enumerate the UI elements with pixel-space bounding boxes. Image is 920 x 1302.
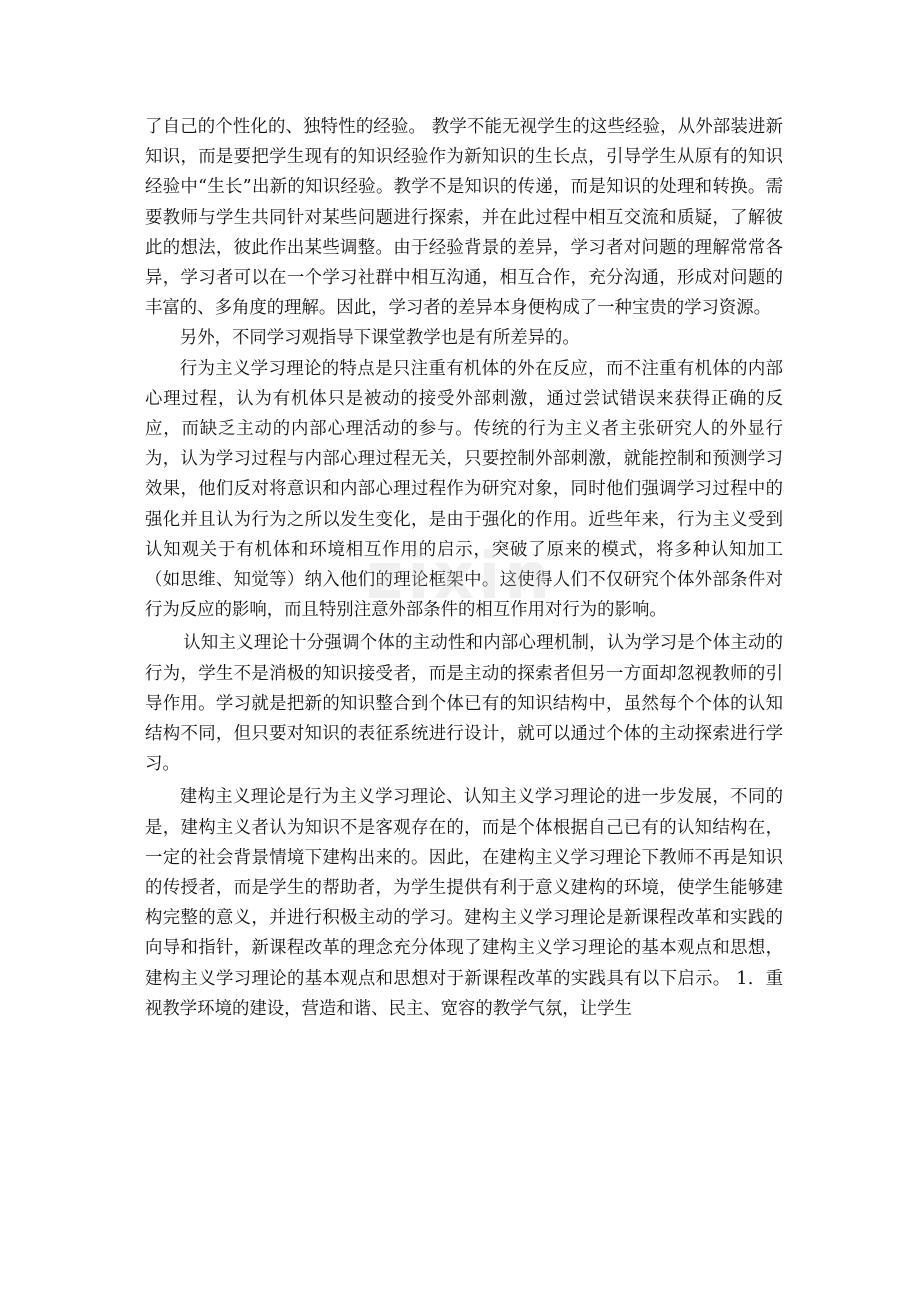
paragraph-learning-views: 另外，不同学习观指导下课堂教学也是有所差异的。 — [179, 328, 580, 349]
paragraph-behaviorism: 行为主义学习理论的特点是只注重有机体的外在反应，而不注重有机体的内部心理过程，认为有机体只是被动的接受外部刺激，通过尝试错误来获得正确的反应，而缺乏主动的内部心理活动的参与。传统的行为主义者主张研究人的外显行为，认为学习过程与内部心理过程无关，只要控制外部刺激，就能控制和预测学习效果，他们反对将意识和内部心理过程作为研究对象，同时他们强调学习过程中的强化并且认为行为之所以发生变化，是由于强化的作用。近些年来，行为主义受到认知观关于有机体和环境相互作用的启示，突破了原来的模式，将多种认知加工（如思维、知觉等）纳入他们的理论框架中。这使得人们不仅研究个体外部条件对行为反应的影响，而且特别注意外部条件的相互作用对行为的影响。 — [145, 358, 783, 621]
document-body — [145, 112, 783, 1024]
paragraph-experience: 了自己的个性化的、独特性的经验。 教学不能无视学生的这些经验，从外部装进新知识，而是要把学生现有的知识经验作为新知识的生长点，引导学生从原有的知识经验中“生长”出新的知识经验。教学不是知识的传递，而是知识的处理和转换。需要教师与学生共同针对某些问题进行探索，并在此过程中相互交流和质疑，了解彼此的想法，彼此作出某些调整。由于经验背景的差异，学习者对问题的理解常常各异，学习者可以在一个学习社群中相互沟通，相互合作，充分沟通，形成对问题的丰富的、多角度的理解。因此，学习者的差异本身便构成了一种宝贵的学习资源。 — [145, 117, 783, 319]
paragraph-constructivism: 建构主义理论是行为主义学习理论、认知主义学习理论的进一步发展，不同的是，建构主义者认为知识不是客观存在的，而是个体根据自己已有的认知结构在，一定的社会背景情境下建构出来的。因此，在建构主义学习理论下教师不再是知识的传授者，而是学生的帮助者，为学生提供有利于意义建构的环境，使学生能够建构完整的意义，并进行积极主动的学习。建构主义学习理论是新课程改革和实践的向导和指针，新课程改革的理念充分体现了建构主义学习理论的基本观点和思想，建构主义学习理论的基本观点和思想对于新课程改革的实践具有以下启示。 1．重视教学环境的建设，营造和谐、民主、宽容的教学气氛，让学生 — [145, 787, 783, 1019]
watermark-logo: zixin — [366, 540, 554, 614]
paragraph-cognitivism: 认知主义理论十分强调个体的主动性和内部心理机制，认为学习是个体主动的行为，学生不是消极的知识接受者，而是主动的探索者但另一方面却忽视教师的引导作用。学习就是把新的知识整合到个体已有的知识结构中，虽然每个个体的认知结构不同，但只要对知识的表征系统进行设计，就可以通过个体的主动探索进行学习。 — [145, 633, 783, 775]
